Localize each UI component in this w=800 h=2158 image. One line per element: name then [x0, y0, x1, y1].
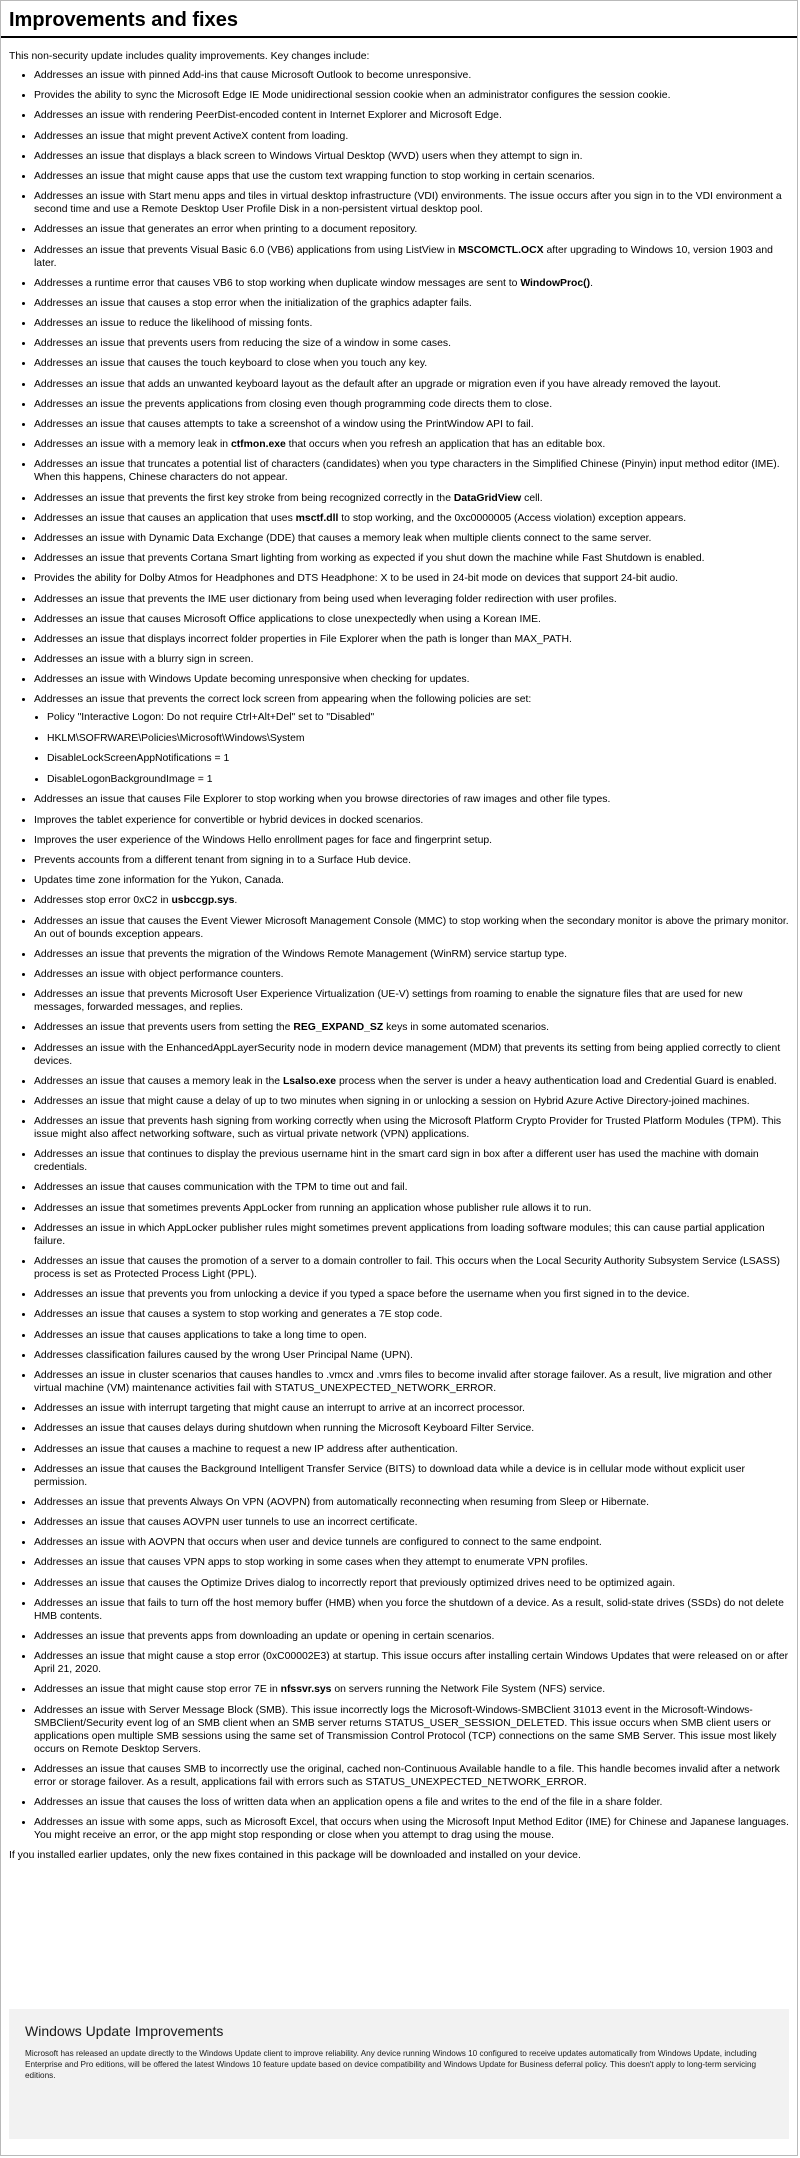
- fix-item: [34, 458, 789, 484]
- fix-text: Addresses an issue that might cause a delay of up to two minutes when signing in or unlocking a session on Hybrid Azure Active Directory-joined machines.: [34, 1095, 750, 1107]
- fix-text: Addresses an issue that causes AOVPN user tunnels to use an incorrect certificate.: [34, 1517, 418, 1529]
- fix-text: Addresses an issue with interrupt targeting that might cause an interrupt to arrive at an incorrect processor.: [34, 1403, 525, 1415]
- fix-item: [34, 398, 789, 411]
- fix-text: Addresses an issue that prevents you from unlocking a device if you typed a space before the username when you first signed in to the device.: [34, 1289, 690, 1301]
- fix-text-tail: process when the server is under a heavy authentication load and Credential Guard is enabled.: [336, 1075, 777, 1087]
- fix-item: [34, 150, 789, 163]
- fix-text: Addresses an issue that fails to turn off the host memory buffer (HMB) when you force the shutdown of a device. As a result, solid-state drives (SSDs) do not delete HMB contents.: [34, 1597, 784, 1622]
- fix-text: Addresses an issue that might prevent ActiveX content from loading.: [34, 130, 349, 142]
- fix-text-tail: .: [590, 277, 593, 289]
- fix-text: Addresses an issue that adds an unwanted keyboard layout as the default after an upgrade or migration even if you have already removed the layout.: [34, 378, 721, 390]
- fix-item: [34, 1536, 789, 1549]
- fix-code-term: REG_EXPAND_SZ: [293, 1022, 384, 1034]
- fix-item: [34, 297, 789, 310]
- fix-item: [34, 1148, 789, 1174]
- fix-text: Addresses an issue that causes File Explorer to stop working when you browse directories of raw images and other file types.: [34, 794, 611, 806]
- fix-text: Updates time zone information for the Yukon, Canada.: [34, 875, 284, 887]
- fix-text: Addresses an issue that prevents the IME user dictionary from being used when leveraging folder redirection with user profiles.: [34, 593, 617, 605]
- fix-item: [34, 1443, 789, 1456]
- fix-text: Addresses an issue that causes delays during shutdown when running the Microsoft Keyboard Filter Service.: [34, 1423, 535, 1435]
- fix-text: Addresses an issue that displays incorrect folder properties in File Explorer when the path is longer than MAX_PATH.: [34, 633, 572, 645]
- fix-text: Addresses an issue that prevents apps from downloading an update or opening in certain scenarios.: [34, 1631, 495, 1642]
- fix-text: Addresses an issue with some apps, such as Microsoft Excel, that occurs when using the Microsoft Input Method Editor (IME) for Chinese and Japanese languages. You might receive an error, or the app might stop responding or close when you attempt to drag using the mouse.: [34, 1817, 789, 1842]
- fix-text: Addresses an issue with the EnhancedAppLayerSecurity node in modern device management (MDM) that prevents its setting from being applied correctly to client devices.: [34, 1042, 781, 1067]
- fix-text: Addresses classification failures caused by the wrong User Principal Name (UPN).: [34, 1349, 413, 1361]
- fix-text: Addresses an issue that might cause a stop error (0xC00002E3) at startup. This issue occurs after installing certain Windows Updates that were released on or after April 21, 2020.: [34, 1651, 789, 1676]
- fix-item: [34, 552, 789, 565]
- fix-item: [34, 244, 789, 270]
- fix-text: Addresses an issue that prevents the migration of the Windows Remote Management (WinRM) service startup type.: [34, 948, 568, 960]
- fix-text: Addresses stop error 0xC2 in: [34, 895, 172, 907]
- fix-text: Addresses an issue that causes the loss of written data when an application opens a file and writes to the end of the file in a share folder.: [34, 1796, 663, 1808]
- fix-item: [34, 170, 789, 183]
- fix-item: [34, 492, 789, 505]
- fix-text: Addresses an issue that causes the Optimize Drives dialog to incorrectly report that previously optimized drives need to be optimized again.: [34, 1577, 676, 1589]
- fix-text: Addresses an issue that prevents the first key stroke from being recognized correctly in the: [34, 492, 454, 504]
- fix-text: Addresses an issue that prevents Cortana Smart lighting from working as expected if you shut down the machine while Fast Shutdown is enabled.: [34, 553, 705, 565]
- fix-item: [34, 1181, 789, 1194]
- fix-text: Addresses an issue that causes a memory leak in the: [34, 1075, 283, 1087]
- fix-item: [34, 1796, 789, 1809]
- fix-item: [34, 1042, 789, 1068]
- fix-text: Addresses an issue that sometimes prevents AppLocker from running an application whose publisher rule allows it to run.: [34, 1202, 592, 1214]
- fix-text: Addresses an issue that causes SMB to incorrectly use the original, cached non-Continuous Available handle to a file. This handle becomes invalid after a network error or storage failover. As a result, applications fail with errors such as STATUS_UNEXPECTED_NETWORK_ERROR.: [34, 1763, 780, 1788]
- fix-item: [34, 1255, 789, 1281]
- fix-text: Addresses an issue with Server Message Block (SMB). This issue incorrectly logs the Microsoft-Windows-SMBClient 31013 event in the Microsoft-Windows-SMBClient/Security event log of an SMB client when an SMB server returns STATUS_USER_SESSION_DELETED. This issue occurs when SMB client users or applications open multiple SMB sessions using the same set of Transmission Control Protocol (TCP) connections on the same SMB Server. This issue most likely occurs on Remote Desktop Servers.: [34, 1704, 777, 1755]
- fix-text-tail: on servers running the Network File System (NFS) service.: [331, 1684, 606, 1696]
- fix-item: [34, 1516, 789, 1529]
- intro-text: This non-security update includes quality improvements. Key changes include:: [9, 51, 370, 62]
- fix-item: [34, 915, 789, 941]
- fix-item: [34, 1288, 789, 1301]
- fix-item: [34, 1704, 789, 1756]
- fix-item: [34, 1349, 789, 1362]
- page-title: Improvements and fixes: [1, 1, 797, 38]
- fix-code-term: DataGridView: [453, 492, 522, 504]
- fix-item: [34, 1115, 789, 1141]
- fix-item: [34, 814, 789, 827]
- outro-text: If you installed earlier updates, only the new fixes contained in this package will be downloaded and installed on your device.: [9, 1850, 581, 1862]
- fix-item: [34, 438, 789, 451]
- fix-text: Addresses an issue that causes a stop error when the initialization of the graphics adapter fails.: [34, 297, 472, 309]
- fix-text: Addresses an issue that causes the promotion of a server to a domain controller to fail. This occurs when the Local Security Authority Subsystem Service (LSASS) process is set as Protected Process Light (PPL).: [34, 1256, 780, 1280]
- fix-text: Addresses an issue that causes applications to take a long time to open.: [34, 1329, 367, 1341]
- fix-text: Addresses an issue that prevents Always On VPN (AOVPN) from automatically reconnecting when resuming from Sleep or Hibernate.: [34, 1496, 650, 1508]
- fix-text: Addresses an issue with AOVPN that occurs when user and device tunnels are configured to connect to the same endpoint.: [34, 1537, 602, 1549]
- fix-item: [34, 968, 789, 981]
- fix-text: Improves the tablet experience for convertible or hybrid devices in docked scenarios.: [34, 814, 424, 826]
- fix-item: [34, 378, 789, 391]
- fix-text: Addresses an issue that causes the touch keyboard to close when you touch any key.: [34, 358, 428, 370]
- fix-text: Addresses an issue that prevents the correct lock screen from appearing when the following policies are set:: [34, 694, 532, 706]
- fix-text: Addresses an issue with a blurry sign in screen.: [34, 654, 254, 666]
- fix-text: Addresses an issue that causes a machine to request a new IP address after authentication.: [34, 1443, 458, 1455]
- fixes-list: [1, 69, 797, 1842]
- fix-text: Addresses an issue that causes Microsoft Office applications to close unexpectedly when using a Korean IME.: [34, 613, 541, 625]
- windows-update-title: Windows Update Improvements: [25, 2023, 224, 2039]
- fix-text-tail: cell.: [521, 492, 543, 504]
- fix-text: Addresses an issue in cluster scenarios that causes handles to .vmcx and .vmrs files to become invalid after storage failover. As a result, live migration and other virtual machine (VM) maintenance activities fail with STATUS_UNEXPECTED_NETWORK_ERROR.: [34, 1369, 773, 1394]
- policy-item: • HKLM\SOFRWARE\Policies\Microsoft\Windows\System: [47, 732, 789, 745]
- policy-item: • DisableLockScreenAppNotifications = 1: [47, 752, 789, 765]
- fix-text: Addresses an issue with rendering PeerDist-encoded content in Internet Explorer and Microsoft Edge.: [34, 110, 502, 122]
- fix-item: [34, 894, 789, 907]
- fix-text: Addresses an issue that might cause stop error 7E in: [34, 1684, 281, 1696]
- fix-item: [34, 357, 789, 370]
- fix-text: Addresses an issue that displays a black screen to Windows Virtual Desktop (WVD) users when they attempt to sign in.: [34, 150, 583, 162]
- fix-item: [34, 834, 789, 847]
- fix-item: [34, 1021, 789, 1034]
- policy-item: • DisableLogonBackgroundImage = 1: [47, 773, 789, 786]
- fix-text: Addresses an issue with a memory leak in: [34, 439, 231, 451]
- fix-text: Addresses an issue that causes an application that uses: [34, 512, 296, 524]
- fix-item: [34, 418, 789, 431]
- fix-text: Addresses an issue in which AppLocker publisher rules might sometimes prevent applications from loading software modules; this can cause partial application failure.: [34, 1222, 765, 1247]
- windows-update-improvements-box: [9, 2009, 789, 2139]
- fix-text: Addresses an issue that prevents hash signing from working correctly when using the Microsoft Platform Crypto Provider for Trusted Platform Modules (TPM). This issue might also affect networking software, such as virtual private network (VPN) applications.: [34, 1116, 782, 1141]
- fix-item: [34, 653, 789, 666]
- fix-text-tail: .: [234, 895, 238, 907]
- fix-text-tail: to stop working, and the 0xc0000005 (Access violation) exception appears.: [338, 512, 687, 524]
- fix-item: [34, 793, 789, 806]
- fix-item: [34, 512, 789, 525]
- fix-code-term: ctfmon.exe: [230, 439, 286, 451]
- fix-text: Addresses an issue that prevents Microsoft User Experience Virtualization (UE-V) settings from roaming to enable the signature files that are used for new messages, forwarded messages, and replies.: [34, 989, 743, 1014]
- fix-item: [34, 1329, 789, 1342]
- fix-item: [34, 633, 789, 646]
- fix-item: [34, 613, 789, 626]
- fix-text: Addresses an issue to reduce the likelihood of missing fonts.: [34, 318, 313, 330]
- fix-item: [34, 1630, 789, 1643]
- fix-item: [34, 532, 789, 545]
- fix-item: [34, 854, 789, 867]
- fix-text: Addresses an issue that prevents users from reducing the size of a window in some cases.: [34, 338, 451, 350]
- fix-item: [34, 673, 789, 686]
- fix-text: Improves the user experience of the Windows Hello enrollment pages for face and fingerprint setup.: [34, 834, 493, 846]
- fix-text: Addresses a runtime error that causes VB6 to stop working when duplicate window messages are sent to: [34, 277, 521, 289]
- fix-item: [34, 317, 789, 330]
- fix-item: [34, 1650, 789, 1676]
- fix-text: Addresses an issue the prevents applications from closing even though programming code directs them to close.: [34, 398, 553, 410]
- fix-code-term: msctf.dll: [295, 512, 339, 524]
- fix-code-term: usbccgp.sys: [171, 895, 235, 907]
- fix-item: [34, 1577, 789, 1590]
- fix-text: Addresses an issue with pinned Add-ins that cause Microsoft Outlook to become unresponsive.: [34, 70, 472, 81]
- fix-item: [34, 1202, 789, 1215]
- fix-item: [34, 1597, 789, 1623]
- fix-text: Addresses an issue that prevents users from setting the: [34, 1022, 294, 1034]
- fix-item: [34, 1075, 789, 1088]
- fix-text: Addresses an issue that causes communication with the TPM to time out and fail.: [34, 1182, 408, 1194]
- fix-item: [34, 693, 789, 786]
- fix-text: Addresses an issue that causes VPN apps to stop working in some cases when they attempt to enumerate VPN profiles.: [34, 1557, 588, 1569]
- fix-item: [34, 69, 789, 82]
- fix-item: [34, 1463, 789, 1489]
- fix-code-term: MSCOMCTL.OCX: [458, 244, 544, 256]
- fix-text: Addresses an issue that prevents Visual Basic 6.0 (VB6) applications from using ListView in: [34, 244, 459, 256]
- fix-item: [34, 1556, 789, 1569]
- fix-text: Addresses an issue that causes attempts to take a screenshot of a window using the PrintWindow API to fail.: [34, 419, 534, 430]
- fix-item: [34, 190, 789, 216]
- fix-text: Addresses an issue that truncates a potential list of characters (candidates) when you type characters in the Simplified Chinese (Pinyin) input method editor (IME). When this happens, Chinese characters do not appear.: [34, 459, 780, 484]
- fix-item: [34, 988, 789, 1014]
- fix-text: Addresses an issue that causes the Background Intelligent Transfer Service (BITS) to download data while a device is in cellular mode without explicit user permission.: [34, 1463, 745, 1488]
- fix-text-tail: that occurs when you refresh an application that has an editable box.: [285, 439, 606, 451]
- fix-text: Provides the ability to sync the Microsoft Edge IE Mode unidirectional session cookie when an administrator configures the session cookie.: [34, 90, 671, 102]
- windows-update-body: Microsoft has released an update directly to the Windows Update client to improve reliability. Any device running Windows 10 configured to receive updates automatically from Windows Update, including Enterprise and Pro editions, will be offered the latest Windows 10 feature update based on device compatibility and Windows Update for Business deferral policy. This doesn't apply to long-term servicing editions.: [25, 2049, 757, 2080]
- fix-text: Addresses an issue that causes a system to stop working and generates a 7E stop code.: [34, 1309, 443, 1321]
- policy-item: • Policy "Interactive Logon: Do not require Ctrl+Alt+Del" set to "Disabled": [47, 711, 789, 724]
- fix-item: [34, 572, 789, 585]
- fix-text: Addresses an issue that might cause apps that use the custom text wrapping function to stop working in certain scenarios.: [34, 170, 595, 182]
- fix-item: [34, 948, 789, 961]
- fix-code-term: WindowProc(): [520, 277, 591, 289]
- fix-text: Addresses an issue with Windows Update becoming unresponsive when checking for updates.: [34, 674, 470, 686]
- fix-code-term: nfssvr.sys: [280, 1684, 332, 1696]
- fix-text-tail: after upgrading to Windows 10, version 1903 and later.: [34, 244, 773, 269]
- fix-text: Prevents accounts from a different tenant from signing in to a Surface Hub device.: [34, 855, 411, 866]
- fix-text-tail: keys in some automated scenarios.: [383, 1022, 549, 1034]
- fix-text: Addresses an issue with Start menu apps and tiles in virtual desktop infrastructure (VDI) environments. The issue occurs after you sign in to the VDI environment a second time and use a Remote Desktop User Profile Disk in a non-persistent virtual desktop pool.: [34, 191, 782, 216]
- fix-item: [34, 109, 789, 122]
- fix-item: [34, 1369, 789, 1395]
- fix-text: Addresses an issue with Dynamic Data Exchange (DDE) that causes a memory leak when multiple clients connect to the same server.: [34, 532, 652, 544]
- fix-item: [34, 1763, 789, 1789]
- fix-item: [34, 130, 789, 143]
- fix-text: Addresses an issue with object performance counters.: [34, 968, 284, 980]
- fix-text: Addresses an issue that continues to display the previous username hint in the smart card sign in box after a different user has used the machine with domain credentials.: [34, 1149, 759, 1174]
- fix-item: [34, 337, 789, 350]
- fix-item: [34, 1496, 789, 1509]
- fix-item: [34, 1683, 789, 1696]
- policy-sub-list: [34, 711, 789, 786]
- fix-item: [34, 1308, 789, 1321]
- fix-code-term: Lsalso.exe: [282, 1075, 337, 1087]
- fix-text: Addresses an issue that causes the Event Viewer Microsoft Management Console (MMC) to stop working when the secondary monitor is above the primary monitor. An out of bounds exception appears.: [34, 915, 789, 940]
- fix-text: Provides the ability for Dolby Atmos for Headphones and DTS Headphone: X to be used in 24-bit mode on devices that support 24-bit audio.: [34, 573, 679, 585]
- fix-item: [34, 277, 789, 290]
- fix-item: [34, 1402, 789, 1415]
- fix-text: Addresses an issue that generates an error when printing to a document repository.: [34, 224, 418, 236]
- fix-item: [34, 874, 789, 887]
- fix-item: [34, 1422, 789, 1435]
- fix-item: [34, 89, 789, 102]
- fix-item: [34, 1816, 789, 1842]
- fix-item: [34, 593, 789, 606]
- fix-item: [34, 1095, 789, 1108]
- fix-item: [34, 223, 789, 236]
- fix-item: [34, 1222, 789, 1248]
